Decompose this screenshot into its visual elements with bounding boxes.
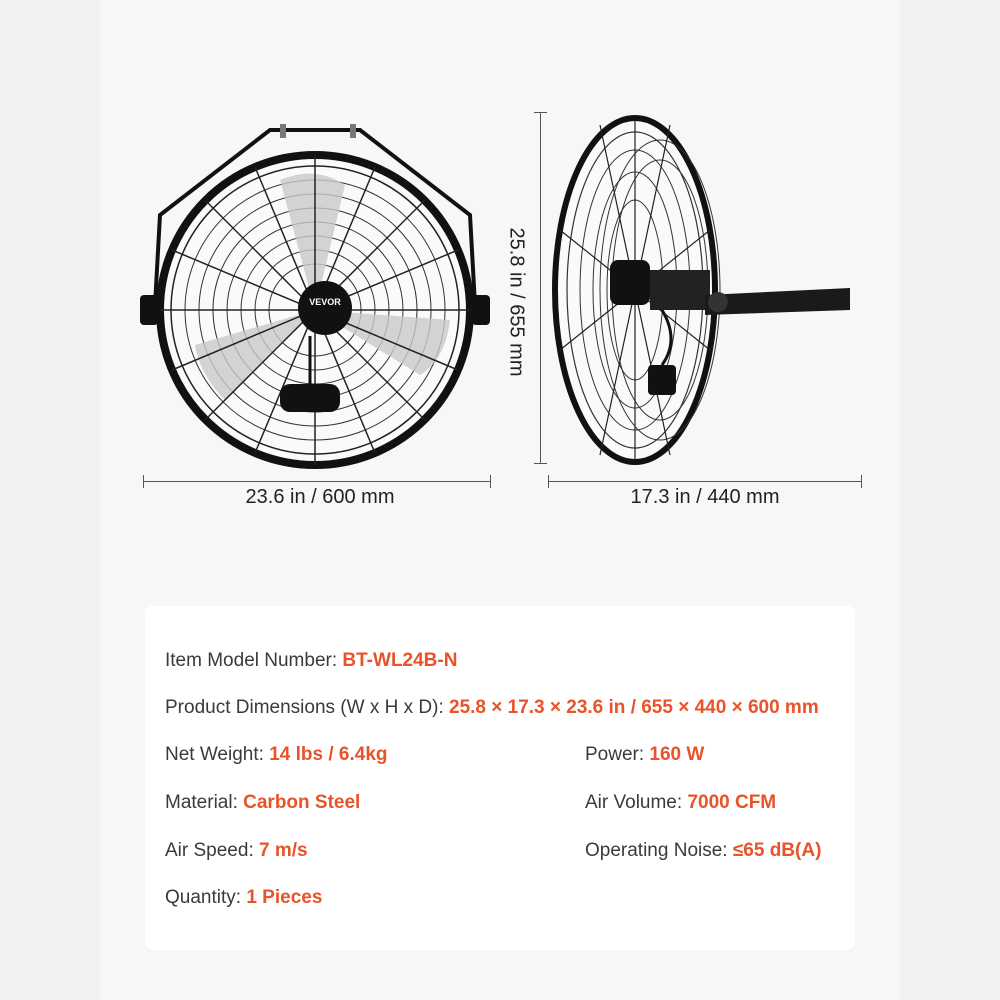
fan-front-view-icon	[130, 100, 500, 480]
spec-operating-noise	[585, 840, 821, 862]
height-dimension-label	[501, 222, 531, 382]
spec-power-label: Power:	[585, 744, 650, 765]
spec-product-dimensions	[165, 697, 819, 719]
width-dimension-label: 23.6 in / 600 mm	[245, 486, 395, 508]
spec-model	[165, 650, 457, 672]
spec-material-label: Material:	[165, 792, 244, 813]
spec-quantity	[165, 887, 322, 909]
spec-air-volume-label: Air Volume:	[585, 792, 688, 813]
spec-air-speed-value: 7 m/s	[259, 840, 308, 861]
spec-quantity-label: Quantity:	[165, 887, 247, 908]
brand-logo: VEVOR	[309, 297, 341, 307]
spec-net-weight	[165, 744, 388, 766]
spec-air-speed-label: Air Speed:	[165, 840, 259, 861]
spec-net-weight-value: 14 lbs / 6.4kg	[269, 744, 388, 765]
spec-model-label: Item Model Number:	[165, 650, 343, 671]
spec-air-volume-value: 7000 CFM	[687, 792, 777, 813]
spec-product-dimensions-value: 25.8 × 17.3 × 23.6 in / 655 × 440 × 600 mm	[449, 697, 819, 718]
height-dimension-line	[540, 112, 541, 464]
spec-material	[165, 792, 360, 814]
spec-quantity-value: 1 Pieces	[246, 887, 323, 908]
depth-dimension-label: 17.3 in / 440 mm	[630, 486, 780, 508]
spec-material-value: Carbon Steel	[243, 792, 361, 813]
spec-net-weight-label: Net Weight:	[165, 744, 270, 765]
width-dimension-line	[143, 481, 491, 482]
fan-side-view-icon	[540, 110, 860, 470]
spec-operating-noise-value: ≤65 dB(A)	[732, 840, 822, 861]
spec-operating-noise-label: Operating Noise:	[585, 840, 733, 861]
spec-model-value: BT-WL24B-N	[342, 650, 458, 671]
spec-air-speed	[165, 840, 308, 862]
height-dimension-text: 25.8 in / 655 mm	[505, 227, 528, 377]
spec-power-value: 160 W	[649, 744, 705, 765]
spec-power	[585, 744, 704, 766]
spec-air-volume	[585, 792, 776, 814]
depth-dimension-line	[548, 481, 862, 482]
spec-product-dimensions-label: Product Dimensions (W x H x D):	[165, 697, 449, 718]
